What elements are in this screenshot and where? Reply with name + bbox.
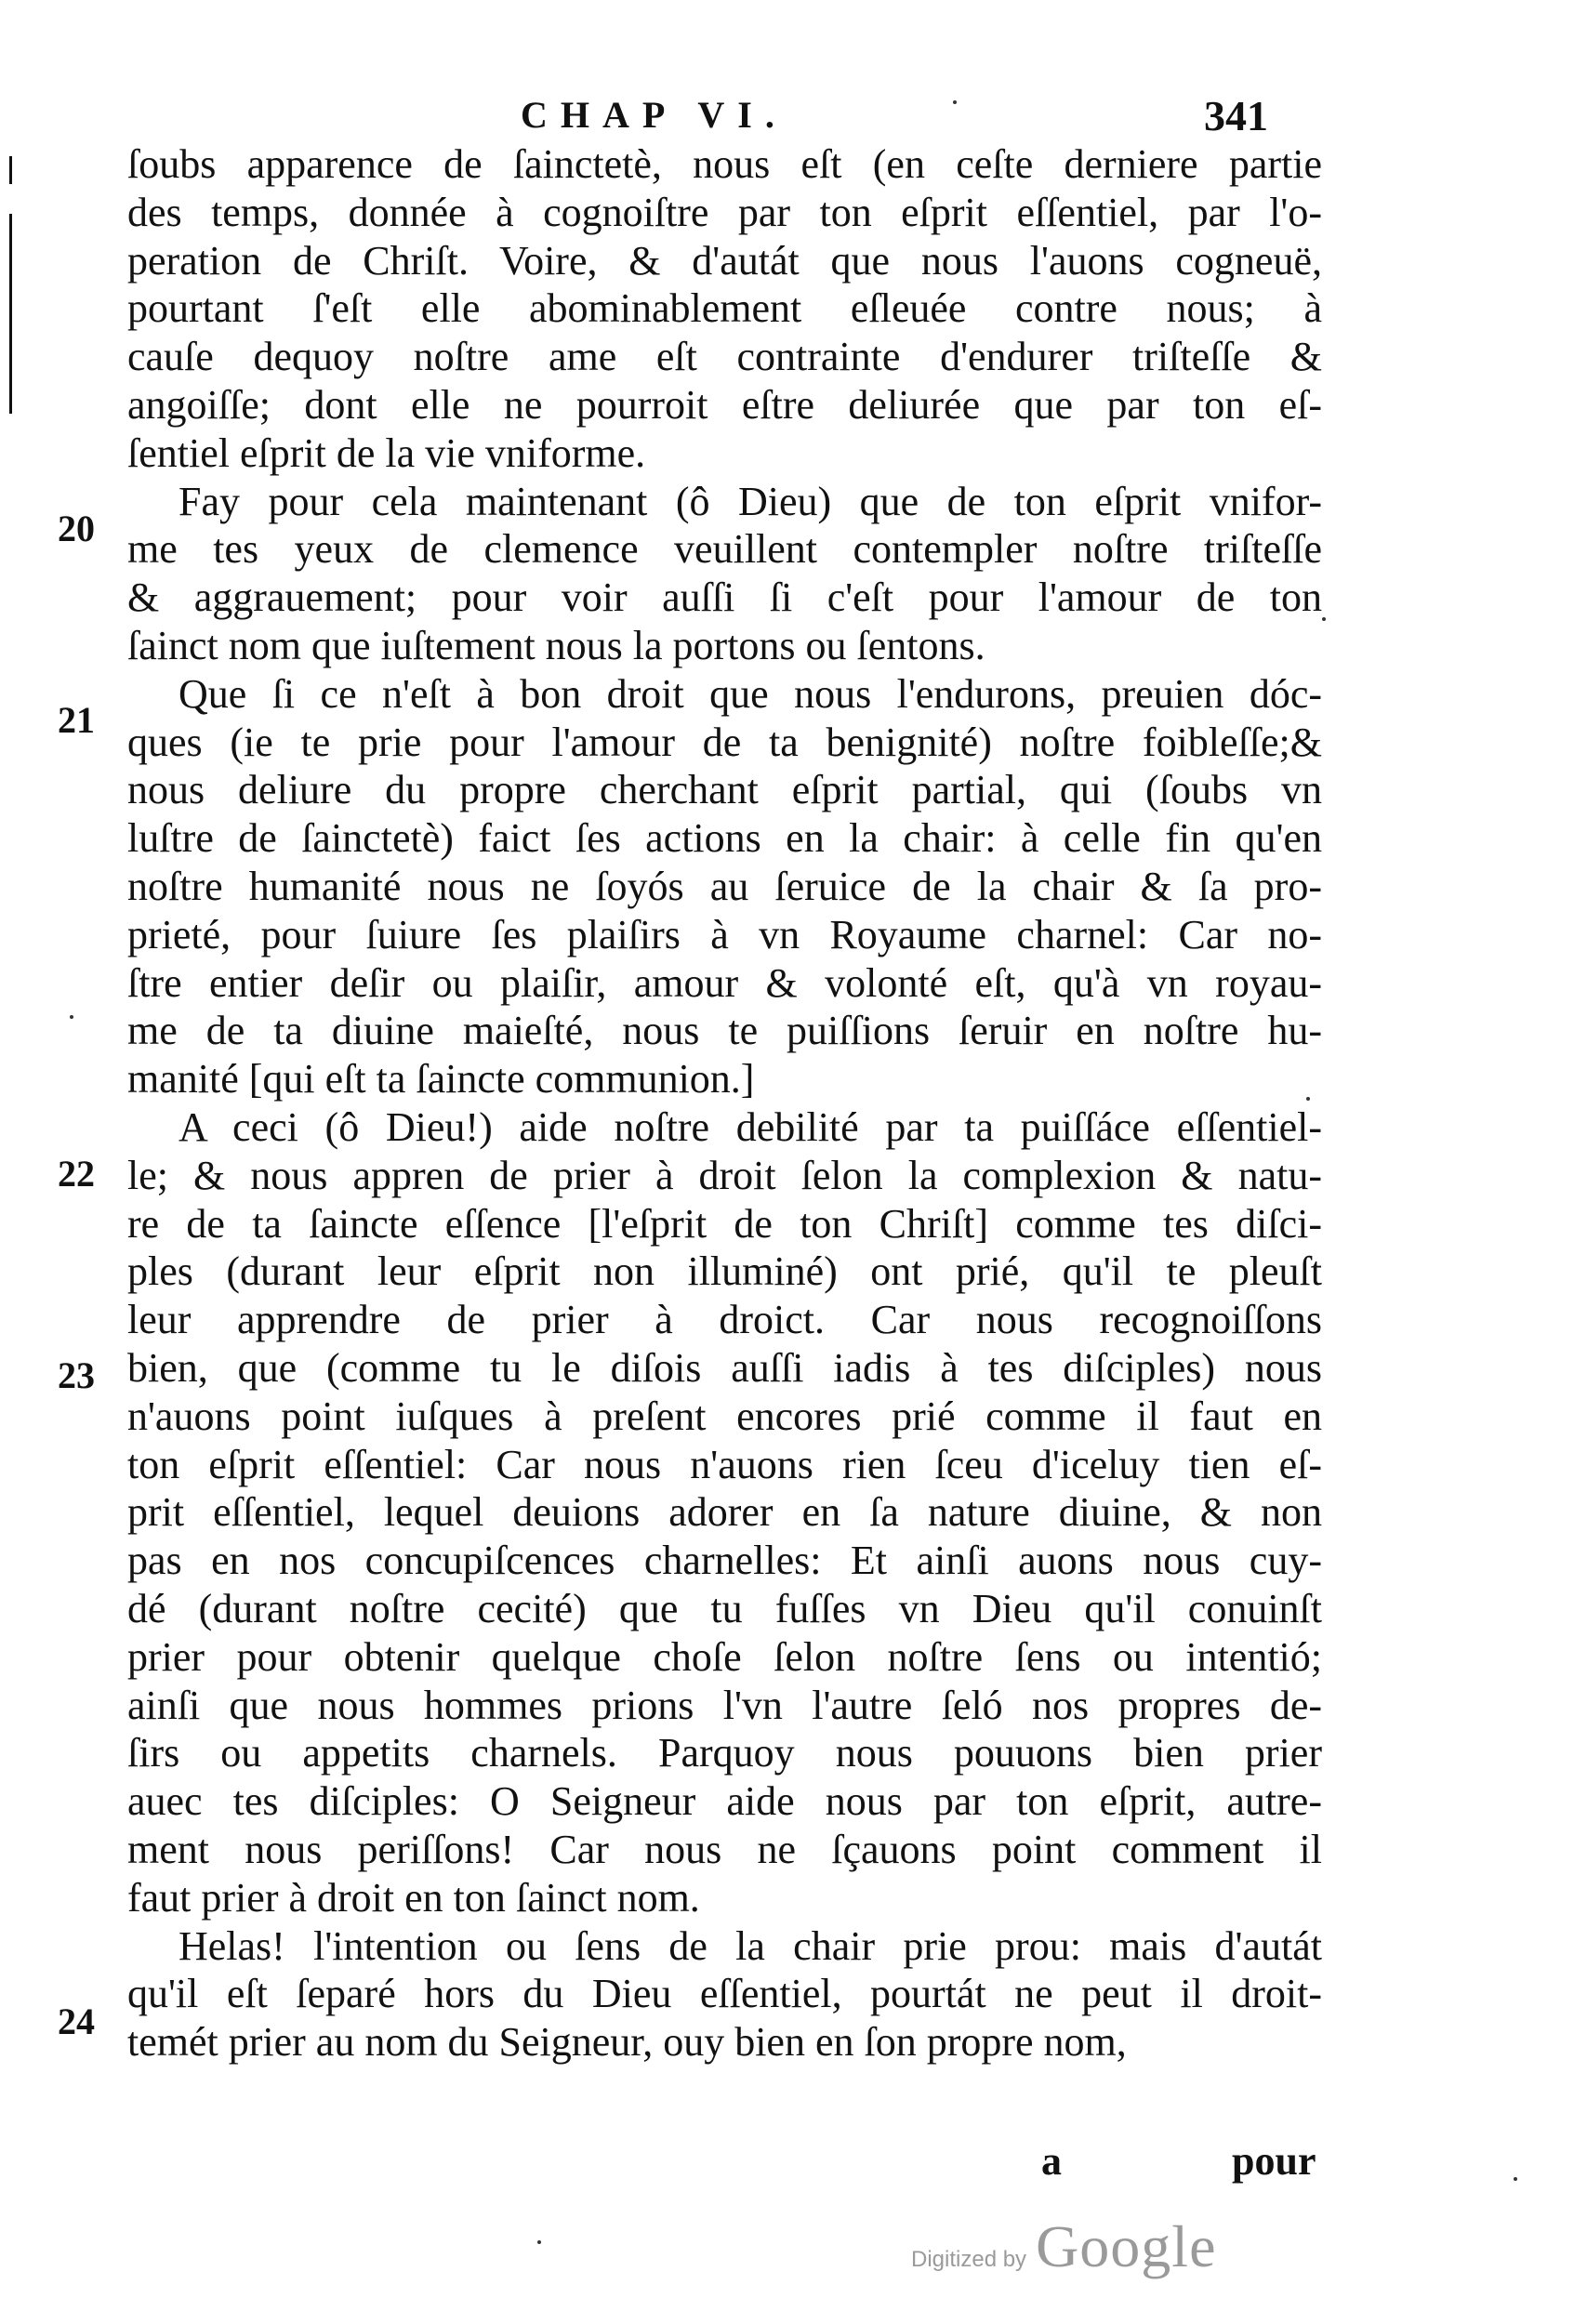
text-line: & aggrauement; pour voir auſſi ſi c'eſt pour l'amour de ton (127, 574, 1322, 620)
verse-number: 22 (58, 1153, 95, 1195)
text-line: Helas! l'intention ou ſens de la chair prie prou: mais d'autát (179, 1923, 1322, 1969)
text-line: me de ta diuine maieſté, nous te puiſſions ſeruir en noſtre hu- (127, 1008, 1322, 1053)
text-line: ton eſprit eſſentiel: Car nous n'auons rien ſceu d'iceluy tien eſ- (127, 1442, 1322, 1487)
text-line: luſtre de ſainctetè) faict ſes actions en la chair: à celle fin qu'en (127, 815, 1322, 861)
text-line: dé (durant noſtre cecité) que tu fuſſes vn Dieu qu'il conuinſt (127, 1586, 1322, 1631)
verse-number: 23 (58, 1354, 95, 1396)
text-line: angoiſſe; dont elle ne pourroit eſtre deliurée que par ton eſ- (127, 382, 1322, 428)
text-line: re de ta ſaincte eſſence [l'eſprit de ton Chriſt] comme tes diſci- (127, 1201, 1322, 1247)
text-line: me tes yeux de clemence veuillent contempler noſtre triſteſſe (127, 526, 1322, 572)
ink-speck (1322, 617, 1326, 621)
text-line: bien, que (comme tu le diſois auſſi iadis à tes diſciples) nous (127, 1345, 1322, 1391)
digitized-watermark (911, 2212, 1216, 2281)
text-line: ques (ie te prie pour l'amour de ta benignité) noſtre foibleſſe;& (127, 720, 1322, 765)
text-line: ment nous periſſons! Car nous ne ſçauons point comment il (127, 1827, 1322, 1872)
text-line: ſtre entier deſir ou plaiſir, amour & volonté eſt, qu'à vn royau- (127, 960, 1322, 1006)
running-head: CHAP VI. (521, 94, 787, 136)
catchword: pour (1232, 2138, 1316, 2184)
text-line: temét prier au nom du Seigneur, ouy bien en ſon propre nom, (127, 2019, 1127, 2065)
text-line: leur apprendre de prier à droict. Car nous recognoiſſons (127, 1297, 1322, 1342)
text-line: n'auons point iuſques à preſent encores prié comme il faut en (127, 1393, 1322, 1439)
text-line: ſoubs apparence de ſainctetè, nous eſt (en ceſte derniere partie (127, 141, 1322, 187)
signature-mark: a (1041, 2138, 1062, 2184)
text-line: peration de Chriſt. Voire, & d'autát que nous l'auons cogneuë, (127, 238, 1322, 284)
margin-mark (9, 156, 12, 184)
text-line: qu'il eſt ſeparé hors du Dieu eſſentiel, pourtát ne peut il droit- (127, 1971, 1322, 2016)
text-line: Fay pour cela maintenant (ô Dieu) que de ton eſprit vnifor- (179, 479, 1322, 524)
page-number: 341 (1204, 92, 1268, 139)
ink-speck (1514, 2177, 1517, 2181)
text-line: nous deliure du propre cherchant eſprit partial, qui (ſoubs vn (127, 767, 1322, 812)
text-line: ſentiel eſprit de la vie vniforme. (127, 430, 646, 476)
text-line: ſirs ou appetits charnels. Parquoy nous pouuons bien prier (127, 1730, 1322, 1776)
text-line: cauſe dequoy noſtre ame eſt contrainte d'endurer triſteſſe & (127, 334, 1322, 379)
text-line: prieté, pour ſuiure ſes plaiſirs à vn Royaume charnel: Car no- (127, 912, 1322, 957)
ink-speck (537, 2240, 541, 2244)
google-logo: Google (1036, 2213, 1217, 2279)
text-line: pourtant ſ'eſt elle abominablement eſleuée contre nous; à (127, 285, 1322, 331)
text-line: ainſi que nous hommes prions l'vn l'autre ſeló nos propres de- (127, 1683, 1322, 1728)
text-line: le; & nous appren de prier à droit ſelon la complexion & natu- (127, 1153, 1322, 1198)
text-line: faut prier à droit en ton ſainct nom. (127, 1875, 700, 1921)
ink-speck (70, 1015, 73, 1019)
text-line: auec tes diſciples: O Seigneur aide nous par ton eſprit, autre- (127, 1778, 1322, 1824)
text-line: ſainct nom que iuſtement nous la portons ou ſentons. (127, 623, 985, 668)
text-line: noſtre humanité nous ne ſoyós au ſeruice de la chair & ſa pro- (127, 864, 1322, 909)
verse-number: 21 (58, 699, 95, 741)
text-line: prit eſſentiel, lequel deuions adorer en ſa nature diuine, & non (127, 1489, 1322, 1535)
text-line: manité [qui eſt ta ſaincte communion.] (127, 1056, 755, 1102)
text-line: des temps, donnée à cognoiſtre par ton eſprit eſſentiel, par l'o- (127, 190, 1322, 235)
ink-speck (953, 100, 957, 104)
text-line: pas en nos concupiſcences charnelles: Et ainſi auons nous cuy- (127, 1538, 1322, 1583)
verse-number: 20 (58, 508, 95, 549)
text-line: ples (durant leur eſprit non illuminé) ont prié, qu'il te pleuſt (127, 1248, 1322, 1294)
margin-rule (9, 214, 12, 414)
text-line: prier pour obtenir quelque choſe ſelon noſtre ſens ou intentió; (127, 1634, 1322, 1680)
verse-number: 24 (58, 2000, 95, 2042)
text-line: A ceci (ô Dieu!) aide noſtre debilité par ta puiſſáce eſſentiel- (179, 1104, 1322, 1150)
text-line: Que ſi ce n'eſt à bon droit que nous l'endurons, preuien dóc- (179, 671, 1322, 717)
watermark-prefix: Digitized by (911, 2247, 1027, 2272)
